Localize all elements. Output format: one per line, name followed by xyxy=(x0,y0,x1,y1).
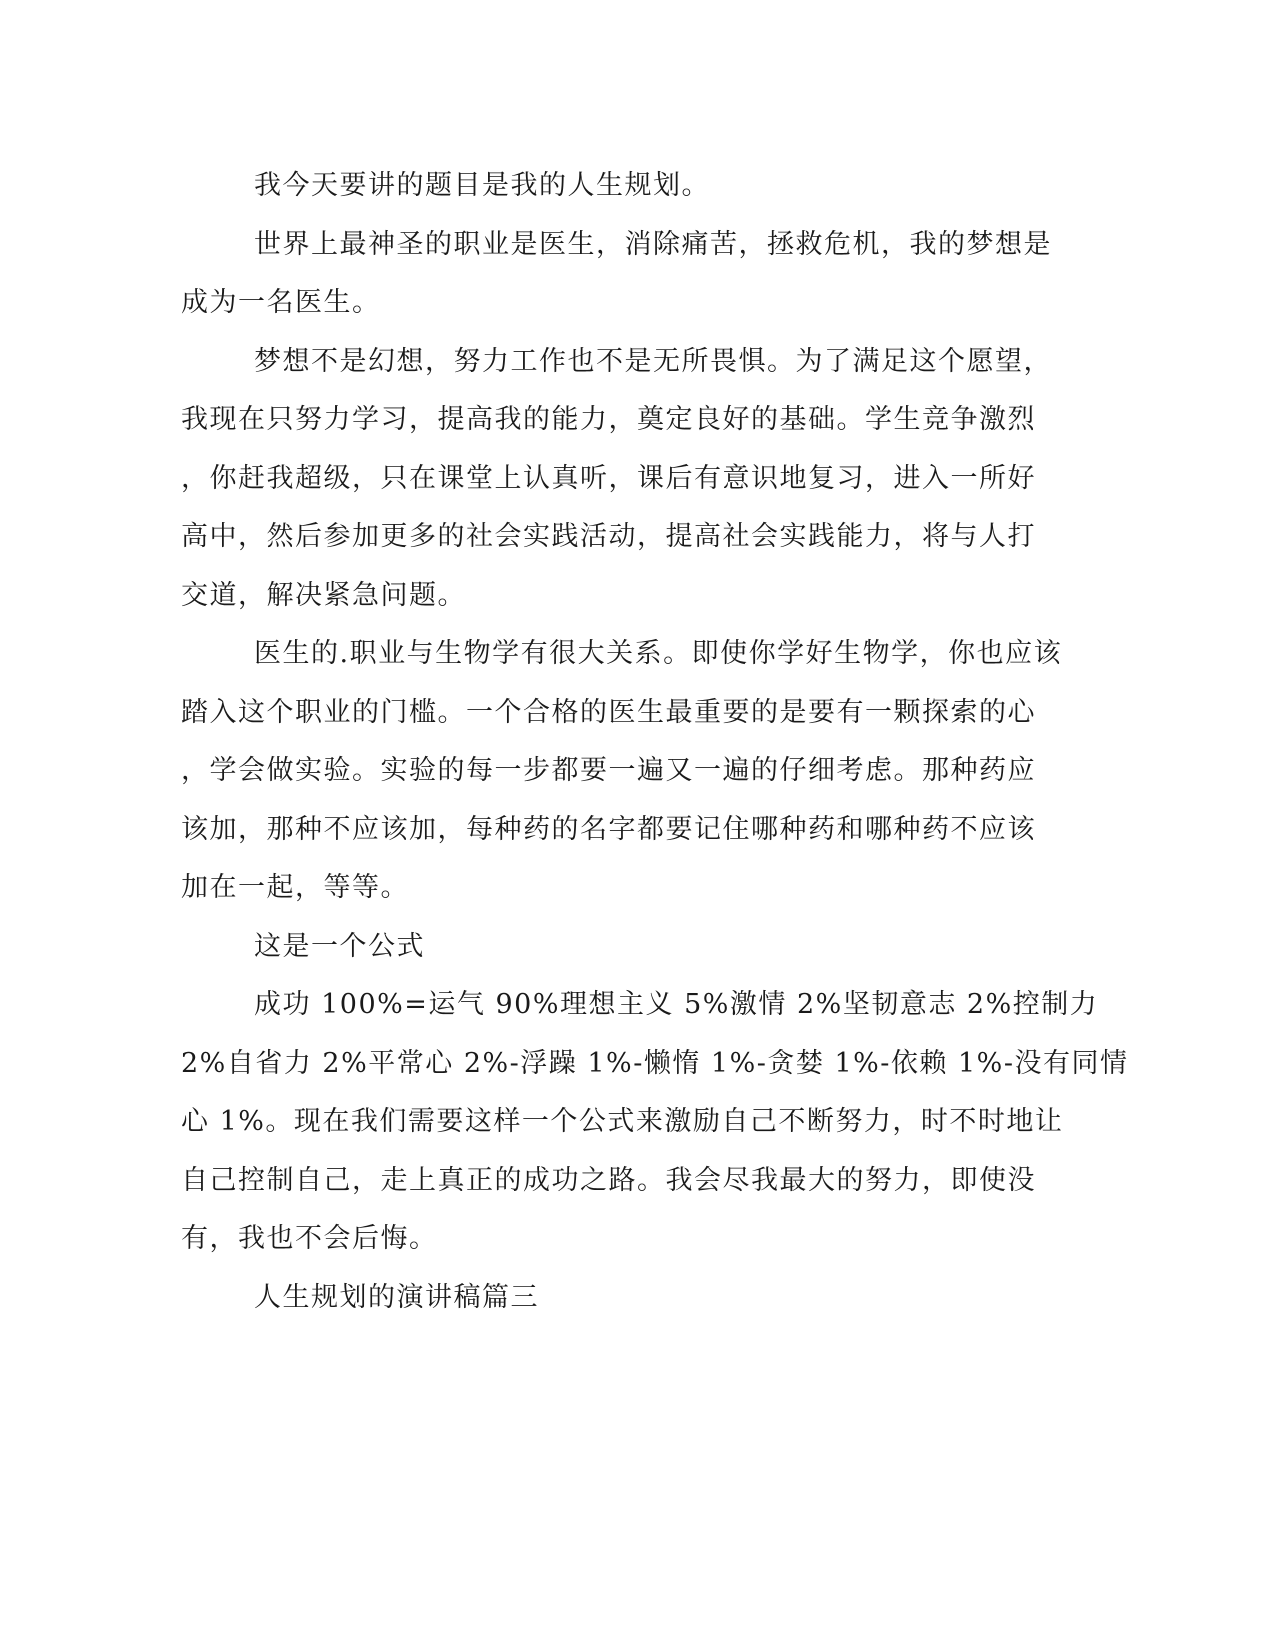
text-line: 梦想不是幻想，努力工作也不是无所畏惧。为了满足这个愿望， xyxy=(254,345,1052,377)
text-line: 交道，解决紧急问题。 xyxy=(181,579,466,611)
text-line: 医生的.职业与生物学有很大关系。即使你学好生物学，你也应该 xyxy=(254,638,1063,669)
paragraph-dream xyxy=(181,216,1052,333)
document-body xyxy=(181,157,1129,1327)
text-line: ，你赶我超级，只在课堂上认真听，课后有意识地复习，进入一所好 xyxy=(181,462,1036,494)
text-line: 我今天要讲的题目是我的人生规划。 xyxy=(254,170,710,201)
paragraph-intro xyxy=(181,157,1036,216)
text-line: 踏入这个职业的门槛。一个合格的医生最重要的是要有一颗探索的心 xyxy=(181,696,1036,728)
text-line: 这是一个公式 xyxy=(254,930,425,962)
text-line: 世界上最神圣的职业是医生，消除痛苦，拯救危机，我的梦想是 xyxy=(254,228,1052,260)
paragraph-formula-intro xyxy=(181,918,1036,977)
text-line: 我现在只努力学习，提高我的能力，奠定良好的基础。学生竞争激烈 xyxy=(181,404,1036,435)
section-heading xyxy=(181,1269,1036,1328)
text-line: 该加，那种不应该加，每种药的名字都要记住哪种药和哪种药不应该 xyxy=(181,813,1036,845)
text-line: 加在一起，等等。 xyxy=(181,872,409,903)
text-line: 人生规划的演讲稿篇三 xyxy=(254,1281,539,1313)
text-line: ，学会做实验。实验的每一步都要一遍又一遍的仔细考虑。那种药应 xyxy=(181,755,1036,786)
text-line: 心 1%。现在我们需要这样一个公式来激励自己不断努力，时不时地让 xyxy=(181,1106,1064,1137)
paragraph-effort xyxy=(181,333,1052,626)
text-line: 成功 100%=运气 90%理想主义 5%激情 2%坚韧意志 2%控制力 xyxy=(254,989,1099,1020)
paragraph-biology xyxy=(181,625,1063,918)
text-line: 2%自省力 2%平常心 2%-浮躁 1%-懒惰 1%-贪婪 1%-依赖 1%-没有同情 xyxy=(181,1047,1129,1079)
paragraph-formula xyxy=(181,976,1129,1269)
text-line: 成为一名医生。 xyxy=(181,287,381,318)
text-line: 自己控制自己，走上真正的成功之路。我会尽我最大的努力，即使没 xyxy=(181,1164,1036,1196)
text-line: 有，我也不会后悔。 xyxy=(181,1223,438,1254)
text-line: 高中，然后参加更多的社会实践活动，提高社会实践能力，将与人打 xyxy=(181,521,1036,552)
